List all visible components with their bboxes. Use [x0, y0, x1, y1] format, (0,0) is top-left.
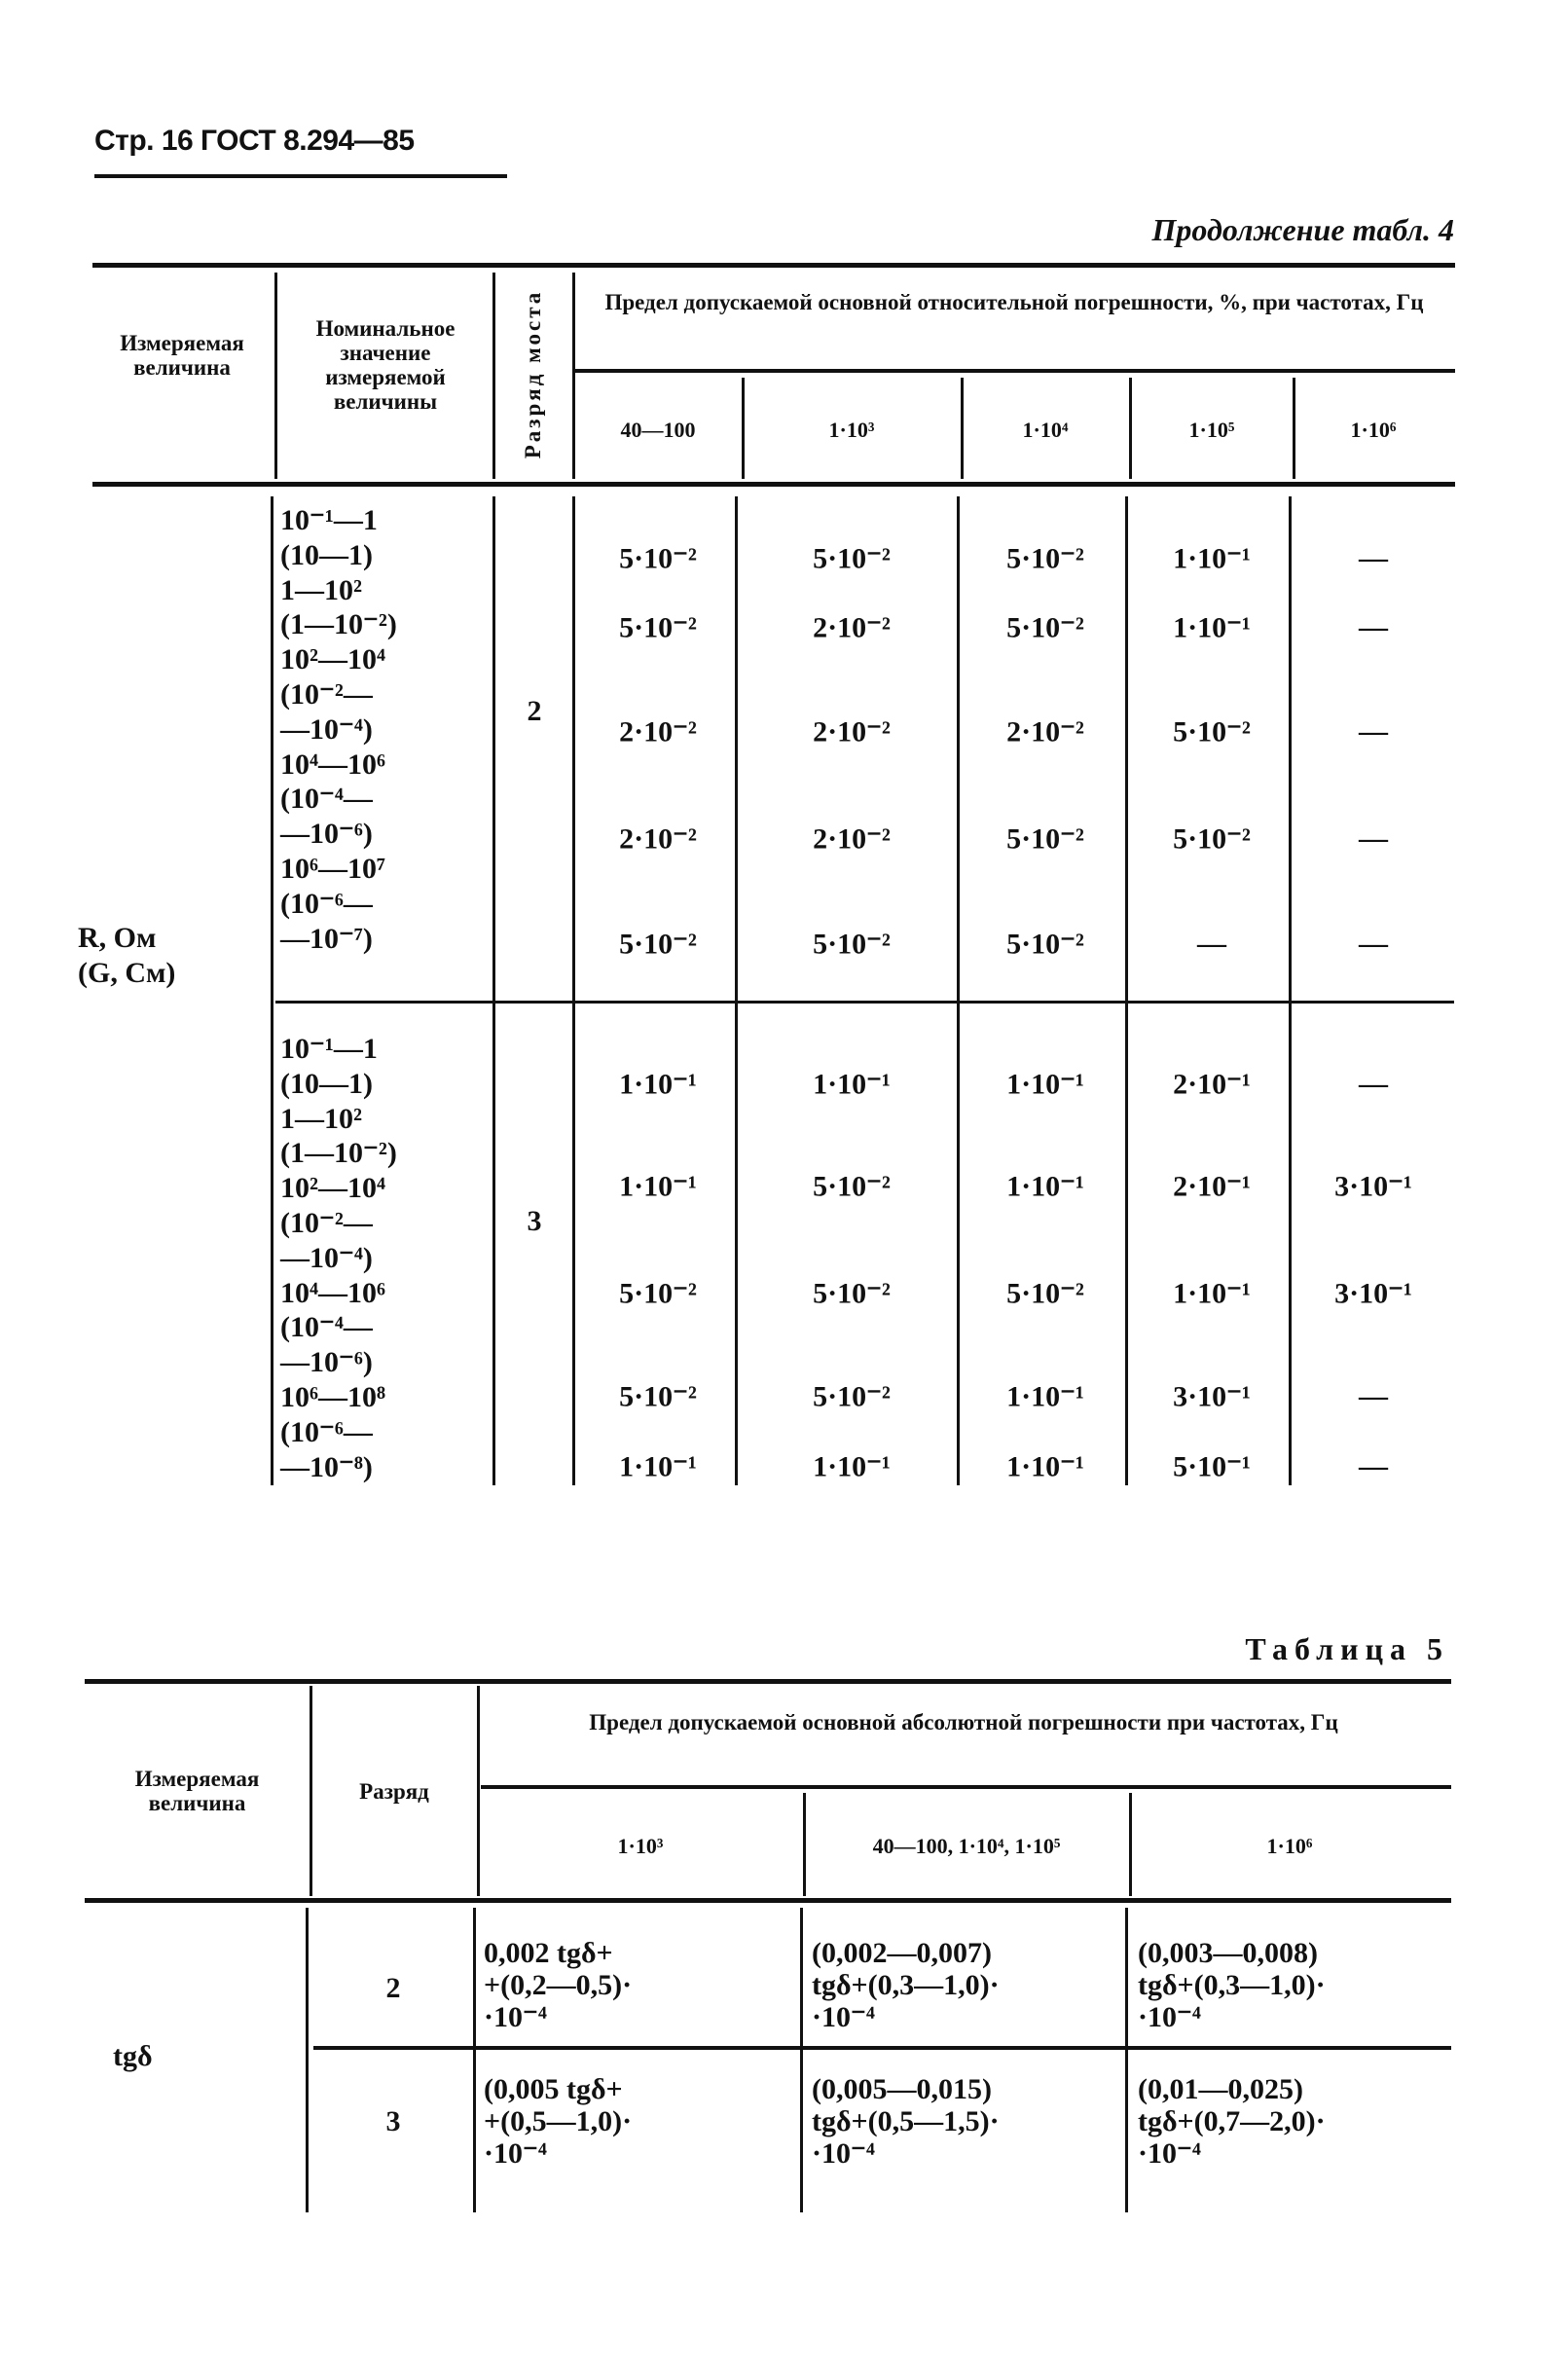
error-limit-cell: 5·10⁻²: [1173, 822, 1251, 856]
error-limit-cell: 5·10⁻²: [619, 928, 697, 961]
table4-group-separator: [275, 1001, 1454, 1004]
nominal-value-line: 10⁶—10⁷: [280, 852, 385, 885]
table4-frequency-header: 1·10⁶: [1350, 418, 1397, 442]
error-limit-cell: —: [1359, 1380, 1388, 1412]
col-divider: [1129, 1793, 1132, 1896]
bridge-class-value: 2: [527, 695, 542, 727]
nominal-value-line: 10⁻¹—1: [280, 1033, 378, 1065]
error-limit-cell: —: [1359, 1068, 1388, 1100]
error-limit-cell: 5·10⁻²: [1173, 715, 1251, 748]
table5-frequency-header: 1·10⁶: [1266, 1834, 1313, 1858]
table4-header-quantity: Измеряемая величина: [120, 331, 244, 380]
nominal-value-line: 10²—10⁴: [280, 643, 385, 676]
formula-line: (0,01—0,025): [1138, 2073, 1303, 2105]
error-limit-cell: 1·10⁻¹: [619, 1170, 697, 1203]
table5-frequency-header: 40—100, 1·10⁴, 1·10⁵: [872, 1834, 1061, 1858]
nominal-value-line: —10⁻⁸): [280, 1450, 373, 1483]
formula-line: (0,005 tgδ+: [484, 2073, 623, 2105]
table4-frequency-header: 1·10⁴: [1022, 418, 1069, 442]
error-limit-cell: 5·10⁻²: [813, 1380, 891, 1413]
nominal-value-line: (10⁻²—: [280, 677, 373, 711]
table5-header-class: Разряд: [359, 1779, 429, 1804]
formula-line: tgδ+(0,5—1,5)·: [812, 2105, 1000, 2137]
error-limit-cell: 5·10⁻²: [619, 542, 697, 575]
error-limit-cell: 2·10⁻¹: [1173, 1170, 1251, 1203]
error-limit-cell: —: [1359, 1450, 1388, 1482]
col-divider: [572, 496, 575, 1485]
table5-header-rule: [85, 1898, 1451, 1903]
error-limit-cell: 1·10⁻¹: [619, 1068, 697, 1101]
error-limit-cell: 2·10⁻²: [619, 715, 697, 748]
bridge-class-value: 3: [527, 1205, 542, 1237]
error-limit-cell: 2·10⁻²: [619, 822, 697, 856]
page-header: Стр. 16 ГОСТ 8.294—85: [94, 125, 415, 157]
table4-quantity-label: R, Ом: [78, 922, 157, 954]
formula-line: ·10⁻⁴: [812, 2001, 875, 2033]
error-limit-cell: 5·10⁻²: [1006, 928, 1084, 961]
error-formula-cell: [484, 1937, 632, 2033]
table5-frequency-header: 1·10³: [617, 1834, 664, 1858]
nominal-value-line: 10²—10⁴: [280, 1172, 385, 1205]
col-divider: [1289, 496, 1292, 1485]
nominal-value-line: (1—10⁻²): [280, 1137, 397, 1170]
error-limit-cell: —: [1359, 928, 1388, 960]
table4-header-limit: Предел допускаемой основной относительной погрешности, %, при частотах, Гц: [604, 290, 1424, 314]
formula-line: ·10⁻⁴: [484, 2001, 547, 2033]
formula-line: tgδ+(0,3—1,0)·: [1138, 1969, 1326, 2001]
nominal-value-line: (10⁻²—: [280, 1206, 373, 1239]
nominal-value-line: (10—1): [280, 1067, 373, 1100]
formula-line: (0,005—0,015): [812, 2073, 992, 2105]
table4-caption: Продолжение табл. 4: [1151, 212, 1454, 247]
table4-header-rule: [92, 482, 1455, 487]
col-divider: [1125, 496, 1128, 1485]
nominal-value-list: [280, 503, 397, 956]
error-limit-cell: 5·10⁻²: [619, 1277, 697, 1310]
error-limit-cell: 1·10⁻¹: [1173, 542, 1251, 575]
error-limit-cell: 1·10⁻¹: [813, 1068, 891, 1101]
table4-quantity-label-alt: (G, См): [78, 957, 176, 989]
table4-top-rule: [92, 263, 1455, 268]
col-divider: [306, 1908, 309, 2212]
col-divider: [961, 378, 964, 479]
error-formula-cell: [1138, 2073, 1326, 2170]
col-divider: [492, 273, 495, 479]
col-divider: [1125, 1908, 1128, 2212]
nominal-value-line: 10⁻¹—1: [280, 504, 378, 536]
error-limit-cell: 5·10⁻²: [1006, 1277, 1084, 1310]
col-divider: [1293, 378, 1295, 479]
col-divider: [572, 273, 575, 479]
error-limit-cell: 1·10⁻¹: [1173, 1277, 1251, 1310]
formula-line: ·10⁻⁴: [484, 2137, 547, 2170]
error-limit-cell: 5·10⁻²: [1006, 822, 1084, 856]
col-divider: [473, 1908, 476, 2212]
nominal-value-line: 10⁴—10⁶: [280, 748, 385, 781]
error-limit-cell: 2·10⁻²: [813, 822, 891, 856]
error-limit-cell: 5·10⁻²: [813, 928, 891, 961]
col-divider: [271, 496, 273, 1485]
error-formula-cell: [484, 2073, 632, 2170]
formula-line: (0,003—0,008): [1138, 1937, 1318, 1969]
error-limit-cell: 2·10⁻¹: [1173, 1068, 1251, 1101]
col-divider: [310, 1686, 312, 1896]
error-limit-cell: 1·10⁻¹: [813, 1450, 891, 1483]
error-formula-cell: [1138, 1937, 1326, 2033]
nominal-value-line: (10⁻⁶—: [280, 1415, 373, 1448]
error-limit-cell: 1·10⁻¹: [1006, 1068, 1084, 1101]
error-limit-cell: —: [1359, 542, 1388, 574]
formula-line: ·10⁻⁴: [1138, 2137, 1201, 2170]
nominal-value-line: 1—10²: [280, 573, 362, 606]
table5-top-rule: [85, 1679, 1451, 1684]
nominal-value-line: —10⁻⁶): [280, 818, 373, 851]
error-limit-cell: 5·10⁻²: [813, 1170, 891, 1203]
error-limit-cell: 3·10⁻¹: [1334, 1277, 1412, 1310]
col-divider: [803, 1793, 806, 1896]
error-limit-cell: 5·10⁻²: [1006, 611, 1084, 644]
formula-line: tgδ+(0,7—2,0)·: [1138, 2105, 1326, 2137]
formula-line: +(0,5—1,0)·: [484, 2105, 633, 2137]
nominal-value-line: —10⁻⁷): [280, 922, 373, 955]
nominal-value-line: 10⁶—10⁸: [280, 1380, 385, 1413]
table4-header-bridge-class: Разряд моста: [521, 289, 545, 459]
error-limit-cell: 5·10⁻²: [813, 1277, 891, 1310]
error-limit-cell: 5·10⁻²: [619, 1380, 697, 1413]
col-divider: [735, 496, 738, 1485]
error-limit-cell: —: [1359, 822, 1388, 855]
table5-header-quantity: Измеряемая величина: [134, 1767, 260, 1815]
table4-subheader-rule: [574, 369, 1455, 373]
error-limit-cell: —: [1359, 715, 1388, 748]
error-limit-cell: 5·10⁻²: [619, 611, 697, 644]
col-divider: [957, 496, 960, 1485]
error-limit-cell: 2·10⁻²: [1006, 715, 1084, 748]
table4-frequency-header: 1·10³: [828, 418, 875, 442]
table5-header-limit: Предел допускаемой основной абсолютной погрешности при частотах, Гц: [589, 1710, 1338, 1734]
nominal-value-line: (10⁻⁴—: [280, 783, 373, 816]
error-limit-cell: 1·10⁻¹: [619, 1450, 697, 1483]
nominal-value-line: (1—10⁻²): [280, 608, 397, 641]
nominal-value-line: (10—1): [280, 538, 373, 571]
nominal-value-line: —10⁻⁴): [280, 1241, 373, 1274]
col-divider: [492, 496, 495, 1485]
class-value: 2: [385, 1972, 401, 2004]
error-limit-cell: 2·10⁻²: [813, 715, 891, 748]
error-limit-cell: 5·10⁻¹: [1173, 1450, 1251, 1483]
error-limit-cell: 2·10⁻²: [813, 611, 891, 644]
error-limit-cell: 1·10⁻¹: [1006, 1380, 1084, 1413]
error-limit-cell: —: [1197, 928, 1226, 960]
table5-quantity-label: tgδ: [113, 2040, 153, 2072]
col-divider: [477, 1686, 480, 1896]
error-limit-cell: —: [1359, 611, 1388, 643]
formula-line: tgδ+(0,3—1,0)·: [812, 1969, 1000, 2001]
nominal-value-line: 10⁴—10⁶: [280, 1276, 385, 1309]
error-limit-cell: 1·10⁻¹: [1006, 1450, 1084, 1483]
nominal-value-line: (10⁻⁴—: [280, 1311, 373, 1344]
error-formula-cell: [812, 1937, 1000, 2033]
error-limit-cell: 3·10⁻¹: [1173, 1380, 1251, 1413]
table5-row-separator: [313, 2046, 1451, 2050]
col-divider: [274, 273, 277, 479]
error-formula-cell: [812, 2073, 1000, 2170]
formula-line: 0,002 tgδ+: [484, 1937, 613, 1969]
col-divider: [742, 378, 745, 479]
error-limit-cell: 3·10⁻¹: [1334, 1170, 1412, 1203]
table4-header-nominal: Номинальное значение измеряемой величины: [315, 316, 456, 414]
formula-line: ·10⁻⁴: [812, 2137, 875, 2170]
col-divider: [800, 1908, 803, 2212]
error-limit-cell: 1·10⁻¹: [1006, 1170, 1084, 1203]
formula-line: (0,002—0,007): [812, 1937, 992, 1969]
col-divider: [1129, 378, 1132, 479]
table5-caption: Таблица 5: [1245, 1631, 1449, 1666]
nominal-value-line: —10⁻⁶): [280, 1346, 373, 1379]
formula-line: ·10⁻⁴: [1138, 2001, 1201, 2033]
table4-frequency-header: 40—100: [620, 418, 696, 442]
error-limit-cell: 1·10⁻¹: [1173, 611, 1251, 644]
nominal-value-line: 1—10²: [280, 1102, 362, 1135]
table5-subheader-rule: [481, 1785, 1451, 1789]
nominal-value-line: —10⁻⁴): [280, 712, 373, 746]
table4-frequency-header: 1·10⁵: [1188, 418, 1235, 442]
error-limit-cell: 5·10⁻²: [813, 542, 891, 575]
error-limit-cell: 5·10⁻²: [1006, 542, 1084, 575]
class-value: 3: [385, 2105, 401, 2137]
formula-line: +(0,2—0,5)·: [484, 1969, 633, 2001]
nominal-value-list: [280, 1032, 397, 1484]
header-underline: [94, 174, 507, 178]
nominal-value-line: (10⁻⁶—: [280, 887, 373, 920]
